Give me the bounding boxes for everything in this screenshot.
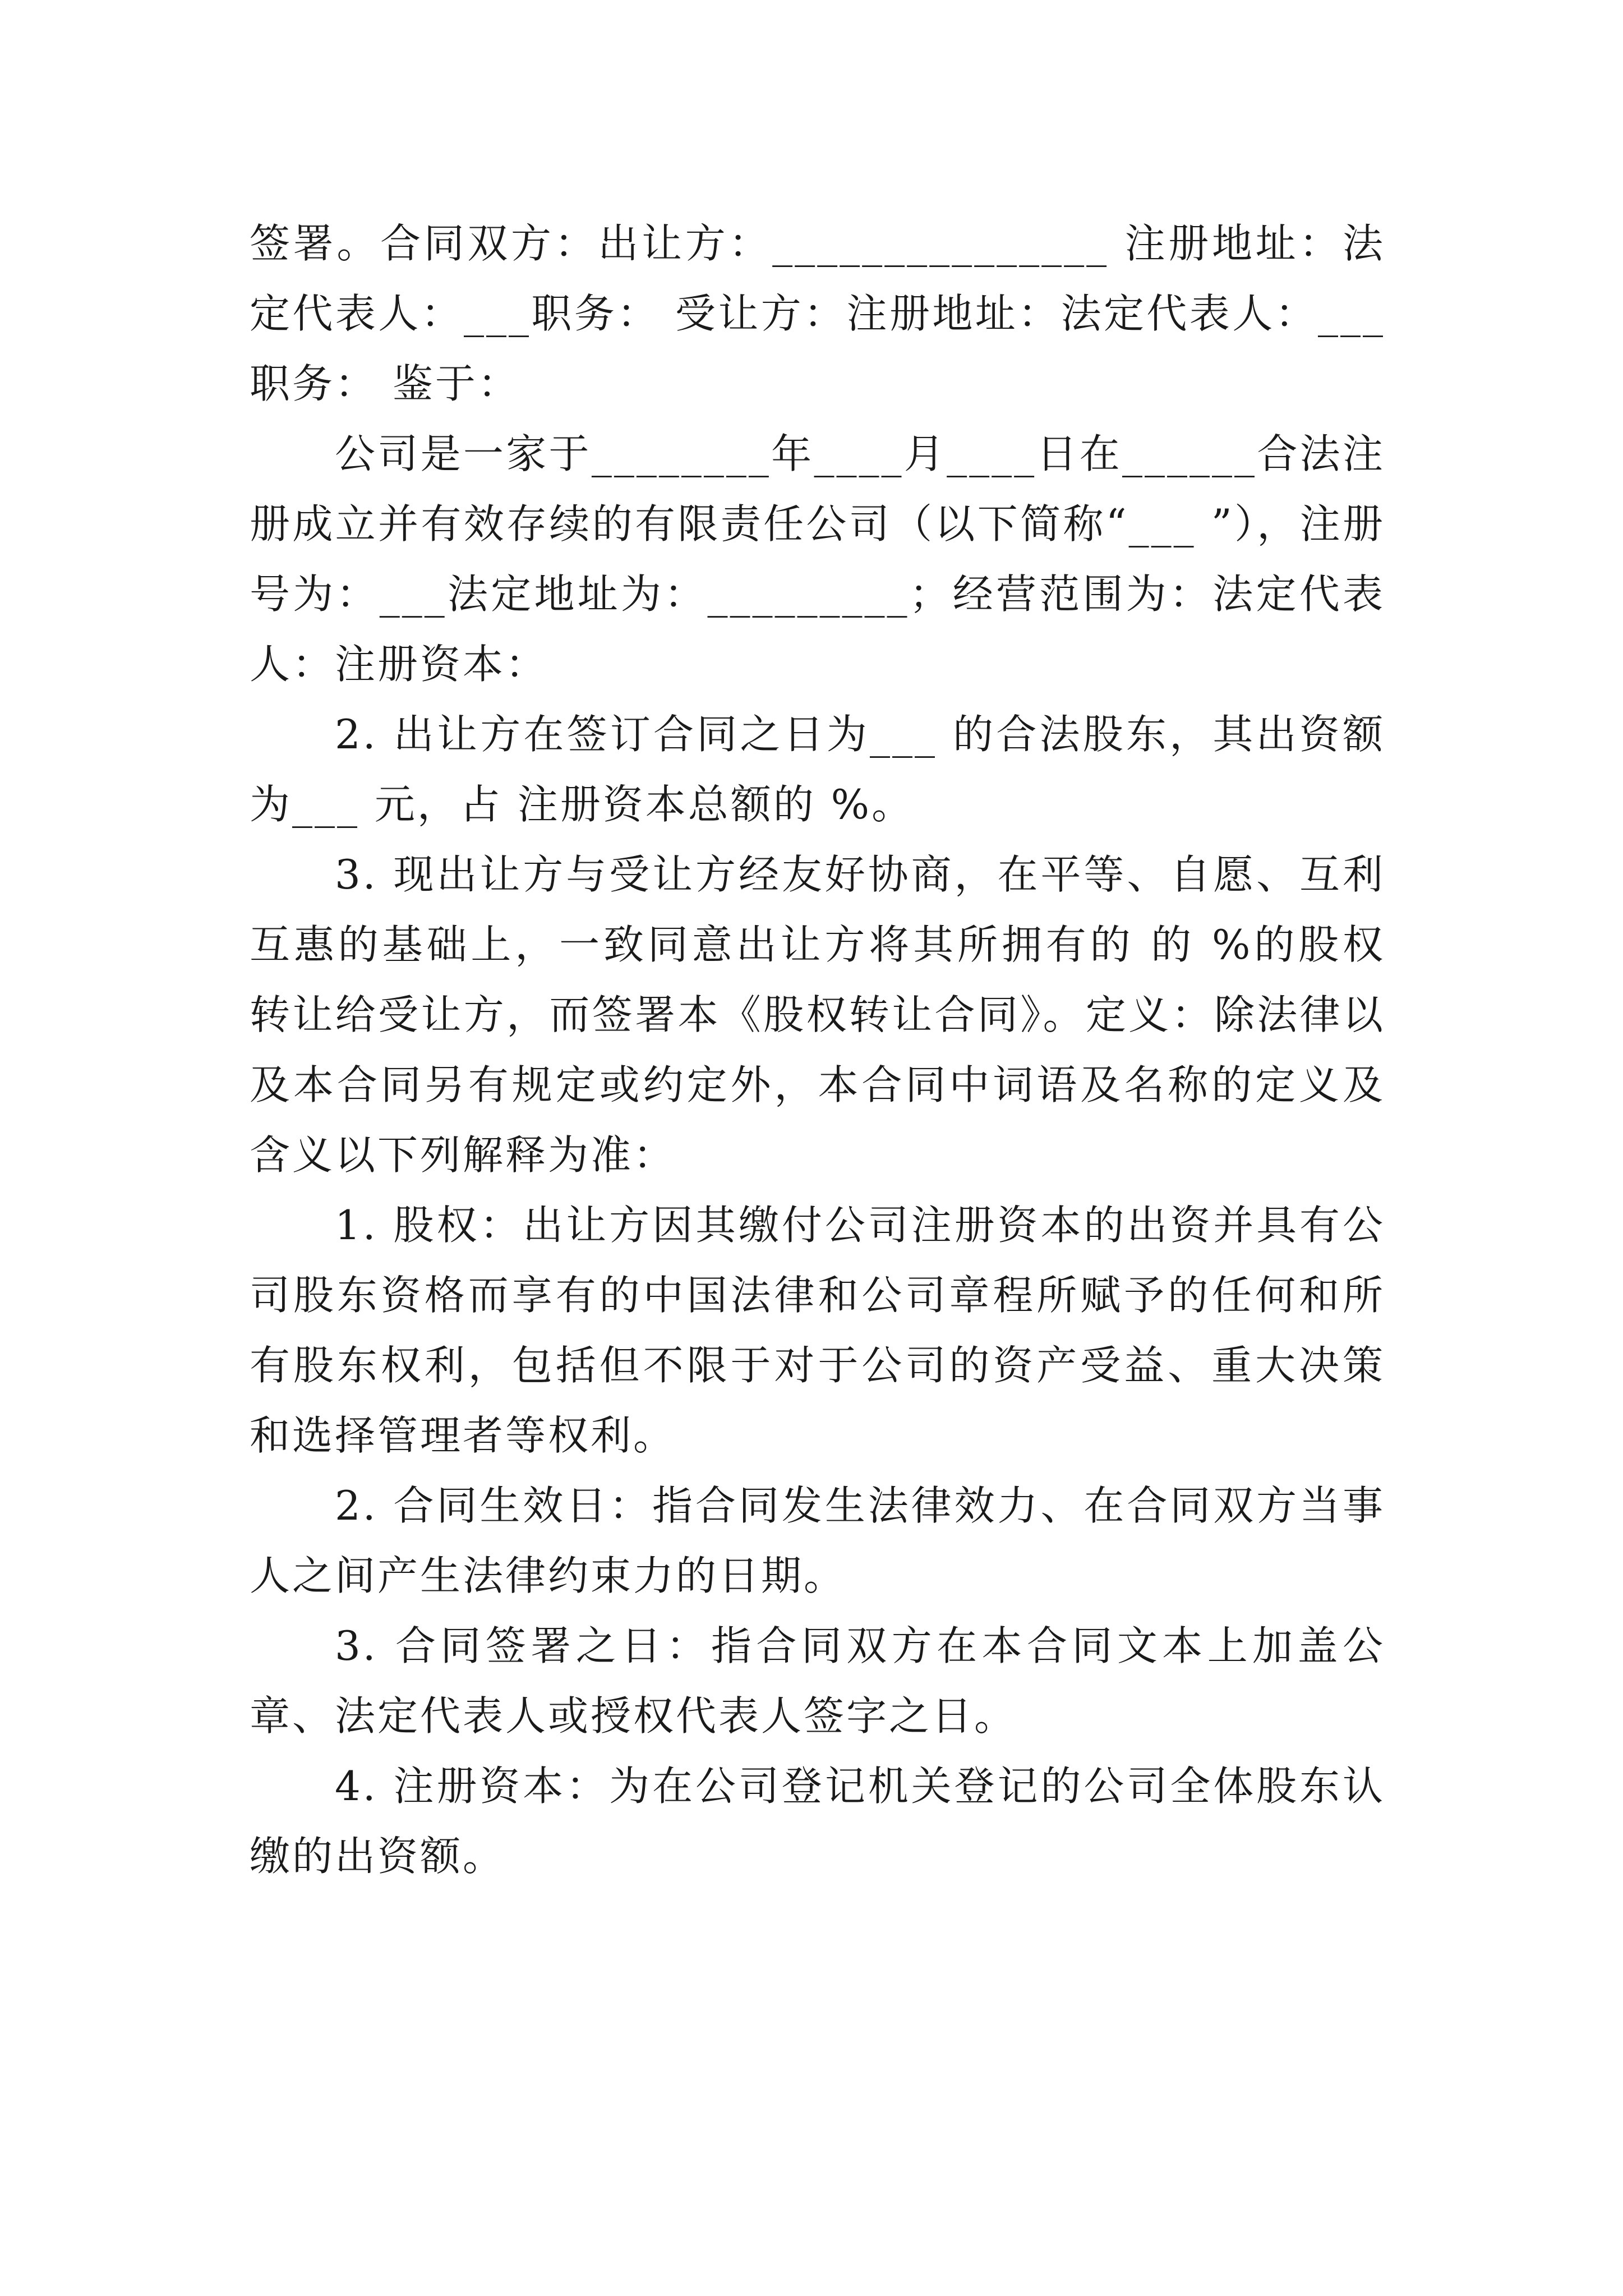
paragraph-agreement: 3. 现出让方与受让方经友好协商，在平等、自愿、互利互惠的基础上，一致同意出让方将其所拥有的 的 %的股权转让给受让方，而签署本《股权转让合同》。定义：除法律以及本合同另有规定或约定外，本合同中词语及名称的定义及含义以下列解释为准： — [250, 851, 1385, 1179]
paragraph-company-info: 公司是一家于________年____月____日在______合法注册成立并有效存续的有限责任公司（以下简称“___ ”），注册号为：___法定地址为：_________；经营范围为：法定代表人：注册资本： — [250, 430, 1385, 688]
document-body — [250, 209, 1385, 1892]
paragraph-shareholder: 2. 出让方在签订合同之日为___ 的合法股东，其出资额为___ 元，占 注册资本总额的 %。 — [250, 711, 1385, 828]
paragraph-definition-registered-capital: 4. 注册资本：为在公司登记机关登记的公司全体股东认缴的出资额。 — [250, 1763, 1385, 1880]
paragraph-parties: 签署。合同双方：出让方：_______________ 注册地址：法定代表人：___职务： 受让方：注册地址：法定代表人：___职务： 鉴于： — [250, 220, 1385, 407]
paragraph-definition-signing-date: 3. 合同签署之日：指合同双方在本合同文本上加盖公章、法定代表人或授权代表人签字之日。 — [250, 1622, 1385, 1740]
paragraph-definition-equity: 1. 股权：出让方因其缴付公司注册资本的出资并具有公司股东资格而享有的中国法律和公司章程所赋予的任何和所有股东权利，包括但不限于对于公司的资产受益、重大决策和选择管理者等权利。 — [250, 1202, 1385, 1459]
paragraph-definition-effective-date: 2. 合同生效日：指合同发生法律效力、在合同双方当事人之间产生法律约束力的日期。 — [250, 1482, 1385, 1599]
